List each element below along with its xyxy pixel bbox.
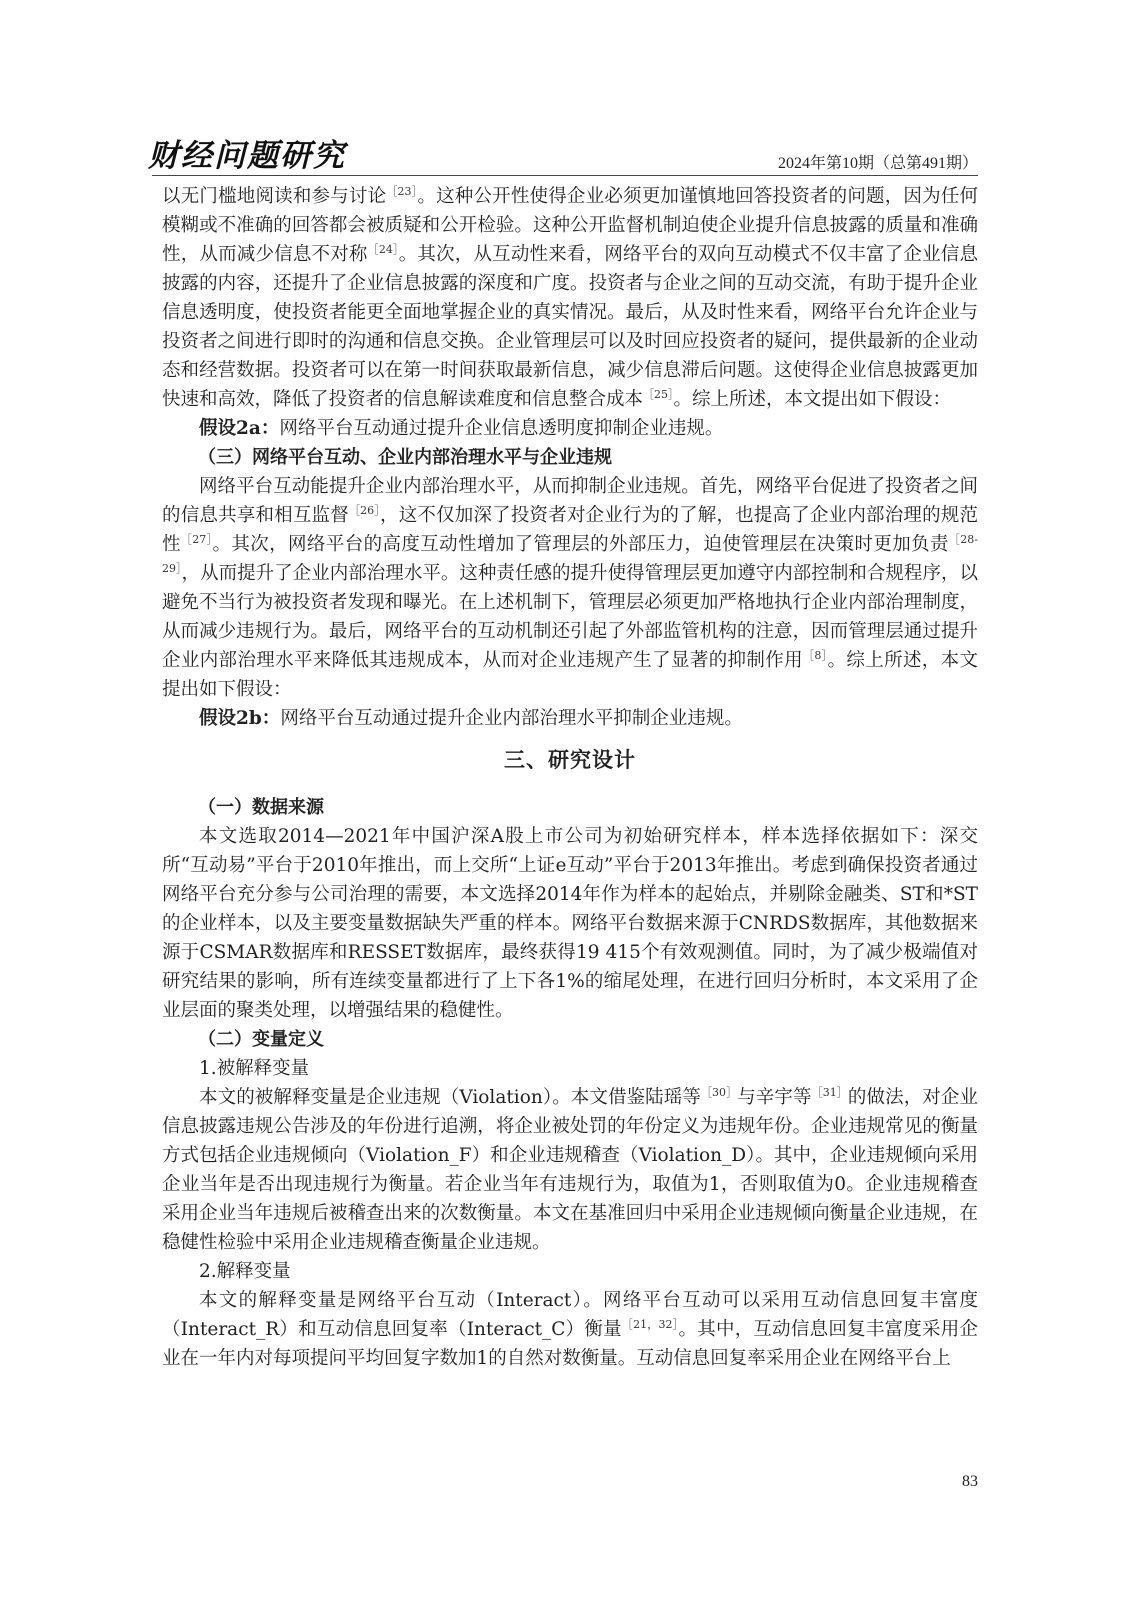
paragraph-5: 本文的解释变量是网络平台互动（Interact）。网络平台互动可以采用互动信息回复丰富度（Interact_R）和互动信息回复率（Interact_C）衡量$^{[21,32]}$。其中，互动信息回复丰富度采用企业在一年内对每项提问平均回复字数加1的自然对数衡量。互动信息回复率采用企业在网络平台上	[162, 1290, 978, 1369]
header-divider	[152, 175, 978, 176]
subsection-heading: （一）数据来源	[198, 797, 324, 818]
paragraph-1: 以无门槛地阅读和参与讨论$^{[23]}$。这种公开性使得企业必须更加谨慎地回答投资者的问题，因为任何模糊或不准确的回答都会被质疑和公开检验。这种公开监督机制迫使企业提升信息披露的质量和准确性，从而减少信息不对称$^{[24]}$。其次，从互动性来看，网络平台的双向互动模式不仅丰富了企业信息披露的内容，还提升了企业信息披露的深度和广度。投资者与企业之间的互动交流，有助于提升企业信息透明度，使投资者能更全面地掌握企业的真实情况。最后，从及时性来看，网络平台允许企业与投资者之间进行即时的沟通和信息交换。企业管理层可以及时回应投资者的疑问，提供最新的企业动态和经营数据。投资者可以在第一时间获取最新信息，减少信息滞后问题。这使得企业信息披露更加快速和高效，降低了投资者的信息解读难度和信息整合成本$^{[25]}$。综上所述，本文提出如下假设：	[162, 184, 978, 410]
journal-logo: 财经问题研究	[148, 138, 346, 174]
citation: ［25］	[643, 387, 674, 401]
section-heading: 三、研究设计	[504, 748, 636, 772]
citation: ［31］	[811, 1085, 848, 1099]
hypothesis-label: 假设2b：	[199, 708, 281, 729]
issue-info: 2024年第10期（总第491期）	[777, 155, 978, 172]
paragraph-4: 本文的被解释变量是企业违规（Violation）。本文借鉴陆瑶等$^{[30]}$与辛宇等$^{[31]}$的做法，对企业信息披露违规公告涉及的年份进行追溯，将企业被处罚的年份定义为违规年份。企业违规常见的衡量方式包括企业违规倾向（Violation_F）和企业违规稽查（Violation_D）。其中，企业违规倾向采用企业当年是否出现违规行为衡量。若企业当年有违规行为，取值为1，否则取值为0。企业违规稽查采用企业当年违规后被稽查出来的次数衡量。本文在基准回归中采用企业违规倾向衡量企业违规，在稳健性检验中采用企业违规稽查衡量企业违规。	[162, 1085, 978, 1253]
citation: ［24］	[367, 242, 399, 256]
citation: ［30］	[700, 1085, 738, 1099]
citation: ［8］	[802, 648, 828, 662]
citation: ［26］	[348, 503, 381, 517]
citation: ［23］	[386, 184, 418, 198]
subsection-heading: （三）网络平台互动、企业内部治理水平与企业违规	[198, 447, 612, 468]
page-number: 83	[962, 1473, 978, 1490]
citation: ［21，32］	[621, 1317, 679, 1331]
hypothesis-label: 假设2a：	[199, 418, 280, 439]
paragraph-3: 本文选取2014—2021年中国沪深A股上市公司为初始研究样本，样本选择依据如下：深交所“互动易”平台于2010年推出，而上交所“上证e互动”平台于2013年推出。考虑到确保投资者通过网络平台充分参与公司治理的需要，本文选择2014年作为样本的起始点，并剔除金融类、ST和*ST的企业样本，以及主要变量数据缺失严重的样本。网络平台数据来源于CNRDS数据库，其他数据来源于CSMAR数据库和RESSET数据库，最终获得19 415个有效观测值。同时，为了减少极端值对研究结果的影响，所有连续变量都进行了上下各1%的缩尾处理，在进行回归分析时，本文采用了企业层面的聚类处理，以增强结果的稳健性。	[162, 826, 978, 1021]
hypothesis-2b: 假设2b：网络平台互动通过提升企业内部治理水平抑制企业违规。	[199, 708, 743, 729]
citation: ［27］	[180, 532, 213, 546]
paragraph-2: 网络平台互动能提升企业内部治理水平，从而抑制企业违规。首先，网络平台促进了投资者之间的信息共享和相互监督$^{[26]}$，这不仅加深了投资者对企业行为的了解，也提高了企业内部治理的规范性$^{[27]}$。其次，网络平台的高度互动性增加了管理层的外部压力，迫使管理层在决策时更加负责$^{[28-29]}$，从而提升了企业内部治理水平。这种责任感的提升使得管理层更加遵守内部控制和合规程序，以避免不当行为被投资者发现和曝光。在上述机制下，管理层必须更加严格地执行企业内部治理制度，从而减少违规行为。最后，网络平台的互动机制还引起了外部监管机构的注意，因而管理层通过提升企业内部治理水平来降低其违规成本，从而对企业违规产生了显著的抑制作用$^{[8]}$。综上所述，本文提出如下假设：	[162, 476, 978, 700]
numbered-heading: 2.解释变量	[199, 1261, 291, 1282]
subsection-heading: （二）变量定义	[198, 1029, 324, 1050]
body-text	[162, 182, 978, 1373]
hypothesis-2a: 假设2a：网络平台互动通过提升企业信息透明度抑制企业违规。	[199, 418, 724, 439]
numbered-heading: 1.被解释变量	[199, 1058, 310, 1079]
citation: ［28-29］	[162, 532, 978, 575]
